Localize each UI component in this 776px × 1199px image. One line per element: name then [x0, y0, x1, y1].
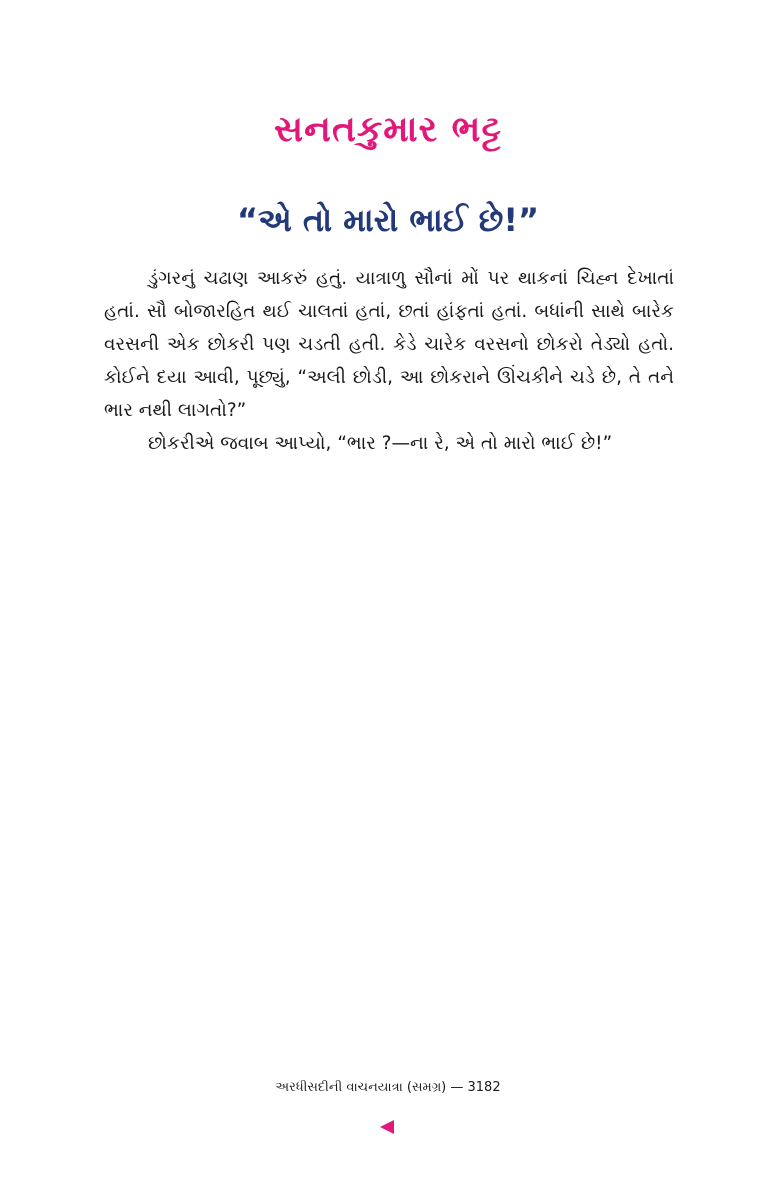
page-footer: અરધીસદીની વાચનયાત્રા (સમગ્ર) — 3182	[275, 1080, 501, 1095]
left-triangle-icon[interactable]	[380, 1120, 394, 1134]
author-name: સનતકુમાર ભટ્ટ	[274, 109, 502, 150]
story-paragraph: ડુંગરનું ચઢાણ આકરું હતું. યાત્રાળુ સૌનાં મોં પર થાકનાં ચિહ્ન દેખાતાં હતાં. સૌ બોજારહિત થઈ ચાલતાં હતાં, છતાં હાંફતાં હતાં. બધાંની સાથે બારેક વરસની એક છોકરી પણ ચડતી હતી. કેડે ચારેક વરસનો છોકરો તેડ્યો હતો. કોઈને દયા આવી, પૂછ્યું, “અલી છોડી, આ છોકરાને ઊંચકીને ચડે છે, તે તને ભાર નથી લાગતો?”	[104, 268, 674, 421]
story-paragraph: છોકરીએ જવાબ આપ્યો, “ભાર ?—ના રે, એ તો મારો ભાઈ છે!”	[148, 433, 613, 454]
story-title: “એ તો મારો ભાઈ છે!”	[236, 201, 540, 239]
story-body	[104, 262, 674, 460]
